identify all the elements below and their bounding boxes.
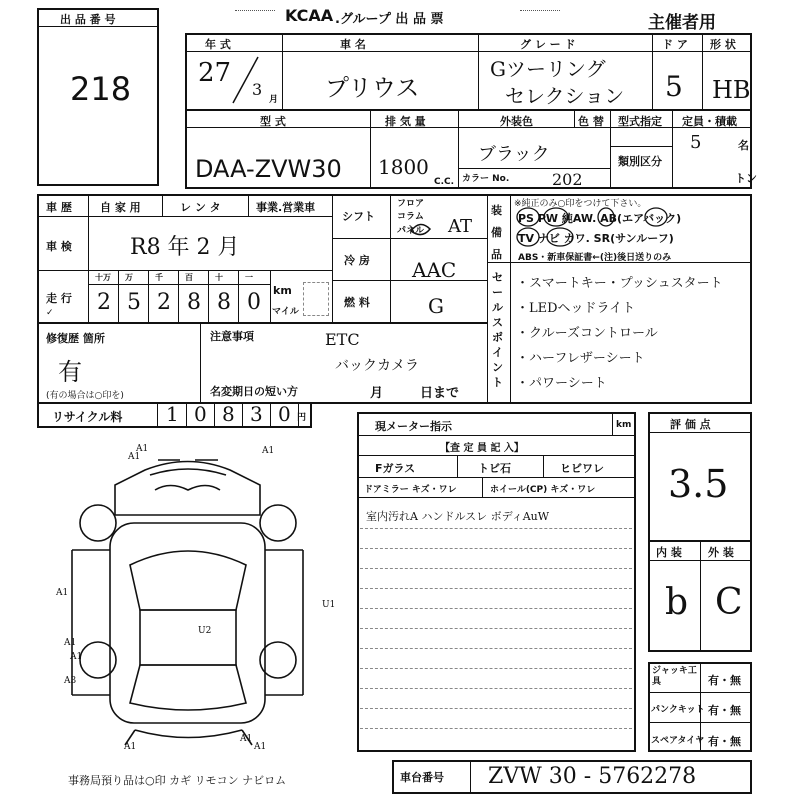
lot-label: 出 品 番 号 [60,13,116,26]
spare-tire-value[interactable]: 有・無 [708,735,741,748]
shift-column: コラム [397,212,424,222]
puncture-kit-value[interactable]: 有・無 [708,704,741,717]
mileage-digit-header: 万 [125,273,133,282]
grade-line1: Gツーリング [490,57,606,81]
car-name: プリウス [325,74,420,102]
rename-month: 月 [370,386,384,401]
brand: KCAA [285,6,334,25]
shift-floor: フロア [397,199,425,209]
mileage-digit: 2 [157,290,171,315]
color-value: ブラック [478,144,550,165]
role-label: 主催者用 [648,13,716,33]
recycle-digit: 8 [222,402,235,426]
note-1: ETC [325,330,360,349]
capacity-unit: 名 [738,139,749,152]
mark-a1-top-right: A1 [262,446,275,456]
shift-panel: パネル [397,226,425,236]
puncture-kit-label: パンクキット [651,705,705,715]
inspection-label: 車 検 [46,240,72,253]
repair-note: (有の場合は○印を) [46,391,124,401]
equipment-circles [510,203,690,253]
mark-a1-rear-right: A1 [254,742,267,752]
mileage-digit-header: 百 [185,273,193,282]
mileage-digit-header: 十万 [95,273,111,282]
shape-label: 形 状 [710,38,736,51]
cc-unit: C.C. [434,177,455,187]
inspector-remark: 室内汚れA ハンドルスレ ボディAuW [366,510,550,523]
selling-point-item: ・ハーフレザーシート [516,351,645,366]
repair-label: 修復歴 箇所 [46,332,105,345]
recycle-digit: 3 [250,402,263,426]
grade-label: グ レ ー ド [520,38,576,51]
fglass-label: Fガラス [375,462,416,475]
mileage-label: 走 行 [46,292,72,305]
selling-points-label: セ ー ル ス ポ イ ン ト [492,271,503,389]
mark-a1-left: A1 [56,588,69,598]
interior-value: b [665,582,689,623]
jack-value[interactable]: 有・無 [708,674,741,687]
mark-a1-rear-center: A1 [240,734,253,744]
name-label: 車 名 [340,38,366,51]
jack-label: ジャッキ工具 [652,666,697,687]
opt-private[interactable]: 自 家 用 [100,201,141,214]
equipment-note: ※純正のみ○印をつけて下さい。 [514,199,647,209]
shift-label: シフト [342,210,375,223]
year-label: 年 式 [205,38,231,51]
lot-number: 218 [70,70,132,108]
interior-label: 内 装 [656,546,682,559]
model-value: DAA-ZVW30 [195,155,342,183]
opt-rental[interactable]: レ ン タ [180,201,221,214]
displacement-value: 1800 [378,155,429,179]
km-label: km [273,284,292,297]
exterior-grade-label: 外 装 [708,546,734,559]
selling-point-item: ・スマートキー・プッシュスタート [516,276,723,291]
office-note: 事務局預り品は○印 カギ リモコン ナビロム [68,774,287,787]
capacity-label: 定員・積載 [682,115,737,128]
wheel-label: ホイール(CP) キズ・ワレ [490,485,596,495]
capacity-value: 5 [690,132,702,153]
ac-value: AAC [412,258,457,282]
mileage-digit: 8 [217,290,231,315]
equipment-row3[interactable]: ABS・新車保証書←(注)後日送りのみ [518,253,672,263]
selling-point-item: ・クルーズコントロール [516,326,658,341]
inspection-value: R8 年 2 月 [130,235,240,260]
color-no-value: 202 [552,170,583,189]
notes-label: 注意事項 [210,330,254,343]
ton-unit: トン [735,172,757,185]
score-value: 3.5 [668,462,729,506]
mileage-digit-header: 十 [215,273,223,282]
mileage-digit: 0 [247,290,261,315]
fuel-label: 燃 料 [344,296,370,309]
mirror-label: ドアミラー キズ・ワレ [364,485,457,495]
ac-label: 冷 房 [344,254,370,267]
history-label: 車 歴 [46,201,72,214]
yen-unit: 円 [297,413,307,423]
chip-label: トビ石 [478,462,511,475]
recycle-digit: 1 [166,402,179,426]
mileage-digit-header: 千 [155,273,163,282]
mile-checkbox[interactable] [303,282,329,316]
recycle-digit: 0 [278,402,291,426]
exterior-color-label: 外装色 [500,115,533,128]
mark-a1-top-left: A1 [136,444,149,454]
exterior-value: C [715,582,743,623]
opt-business[interactable]: 事業.営業車 [256,201,316,214]
mark-a1-rear-left: A1 [124,742,137,752]
meter-label: 現メーター指示 [375,420,452,433]
repair-value: 有 [58,358,82,386]
mileage-digit: 5 [127,290,141,315]
year-value: 27 [198,58,232,88]
inspector-header: 【査 定 員 記 入】 [440,443,524,454]
shape-value: HB [712,76,751,104]
month-unit: 月 [269,95,279,105]
score-label: 評 価 点 [670,418,711,431]
month-value: 3 [252,80,263,99]
equipment-label: 装 備 品 [491,204,502,261]
selling-point-item: ・パワーシート [516,376,607,391]
grade-line2: セレクション [505,84,625,108]
class-label: 類別区分 [618,155,662,168]
meter-km: km [616,420,632,430]
mark-a3: A3 [64,676,77,686]
repaint-label: 色 替 [578,115,604,128]
mileage-digit: 8 [187,290,201,315]
model-label: 型 式 [260,115,286,128]
mile-label: マイル [272,307,299,317]
note-2: バックカメラ [335,358,419,374]
equipment-row2[interactable]: TV ナビ カワ. SR(サンルーフ) [518,232,674,245]
color-no-label: カラー No. [462,174,510,184]
recycle-label: リサイクル料 [52,410,123,424]
selling-point-item: ・LEDヘッドライト [516,301,636,316]
form-title: .グループ 出 品 票 [335,12,444,27]
mark-a1-left-rear: A1 [70,652,83,662]
mark-u2: U2 [198,626,212,636]
spare-tire-label: スペアタイヤ [651,736,705,746]
type-spec-label: 型式指定 [618,115,662,128]
crack-label: ヒビワレ [560,462,604,475]
equipment-row1[interactable]: PS PW 純AW. AB(エアバック) [518,212,682,225]
car-damage-diagram [50,445,320,755]
doors-label: ド ア [662,38,688,51]
mileage-digit: 2 [97,290,111,315]
shift-value: AT [448,216,473,237]
mark-u1: U1 [322,600,336,610]
mark-a1-top: A1 [128,452,141,462]
rename-day: 日まで [420,386,460,401]
chassis-value: ZVW 30 - 5762278 [488,764,697,789]
displacement-label: 排 気 量 [385,115,426,128]
rename-label: 名変期日の短い方 [210,385,298,398]
doors-value: 5 [665,70,683,103]
mark-a1-left-lower: A1 [64,638,77,648]
chassis-label: 車台番号 [400,771,444,784]
recycle-digit: 0 [194,402,207,426]
fuel-value: G [428,294,444,318]
mileage-digit-header: 一 [245,273,253,282]
